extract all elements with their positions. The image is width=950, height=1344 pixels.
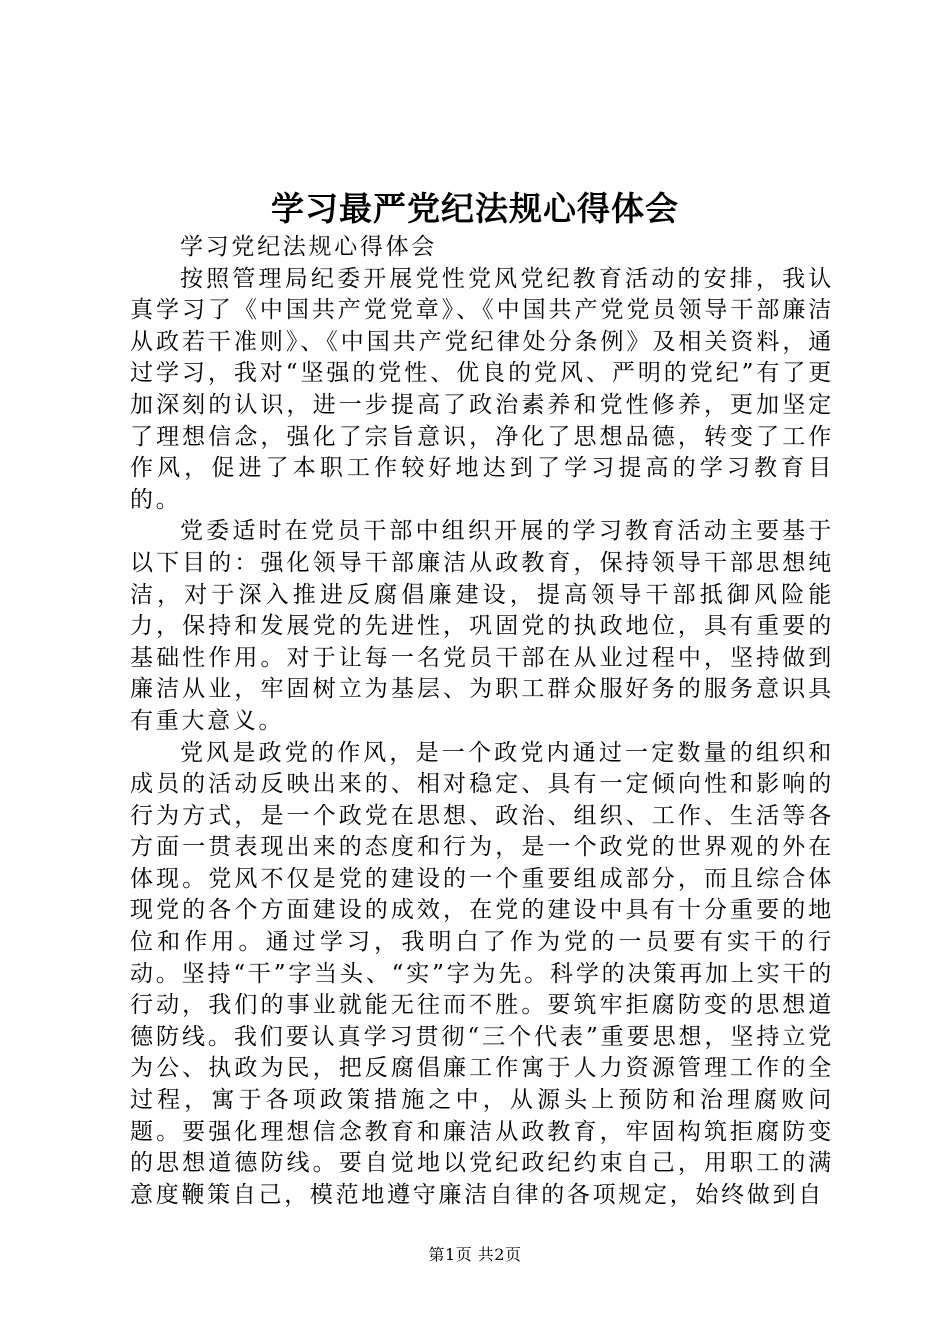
- body-paragraph: 按照管理局纪委开展党性党风党纪教育活动的安排，我认真学习了《中国共产党党章》、《中国共产党党员领导干部廉洁从政若干准则》、《中国共产党纪律处分条例》及相关资料，通过学习，我对“坚强的党性、优良的党风、严明的党纪”有了更加深刻的认识，进一步提高了政治素养和党性修养，更加坚定了理想信念，强化了宗旨意识，净化了思想品德，转变了工作作风，促进了本职工作较好地达到了学习提高的学习教育目的。: [130, 265, 834, 513]
- page-footer: 第1页 共2页: [428, 1245, 522, 1264]
- body-paragraph: 党委适时在党员干部中组织开展的学习教育活动主要基于以下目的：强化领导干部廉洁从政教育，保持领导干部思想纯洁，对于深入推进反腐倡廉建设，提高领导干部抵御风险能力，保持和发展党的先进性，巩固党的执政地位，具有重要的基础性作用。对于让每一名党员干部在从业过程中，坚持做到廉洁从业，牢固树立为基层、为职工群众服好务的服务意识具有重大意义。: [130, 518, 834, 734]
- body-paragraph: 党风是政党的作风，是一个政党内通过一定数量的组织和成员的活动反映出来的、相对稳定、具有一定倾向性和影响的行为方式，是一个政党在思想、政治、组织、工作、生活等各方面一贯表现出来的态度和行为，是一个政党的世界观的外在体现。党风不仅是党的建设的一个重要组成部分，而且综合体现党的各个方面建设的成效，在党的建设中具有十分重要的地位和作用。通过学习，我明白了作为党的一员要有实干的行动。坚持“干”字当头、“实”字为先。科学的决策再加上实干的行动，我们的事业就能无往而不胜。要筑牢拒腐防变的思想道德防线。我们要认真学习贯彻“三个代表”重要思想，坚持立党为公、执政为民，把反腐倡廉工作寓于人力资源管理工作的全过程，寓于各项政策措施之中，从源头上预防和治理腐败问题。要强化理想信念教育和廉洁从政教育，牢固构筑拒腐防变的思想道德防线。要自觉地以党纪政纪约束自己，用职工的满意度鞭策自己，模范地遵守廉洁自律的各项规定，始终做到自: [130, 739, 834, 1208]
- document-title: 学习最严党纪法规心得体会: [271, 189, 679, 228]
- document-body: [130, 232, 834, 1211]
- subtitle-paragraph: 学习党纪法规心得体会: [180, 234, 437, 260]
